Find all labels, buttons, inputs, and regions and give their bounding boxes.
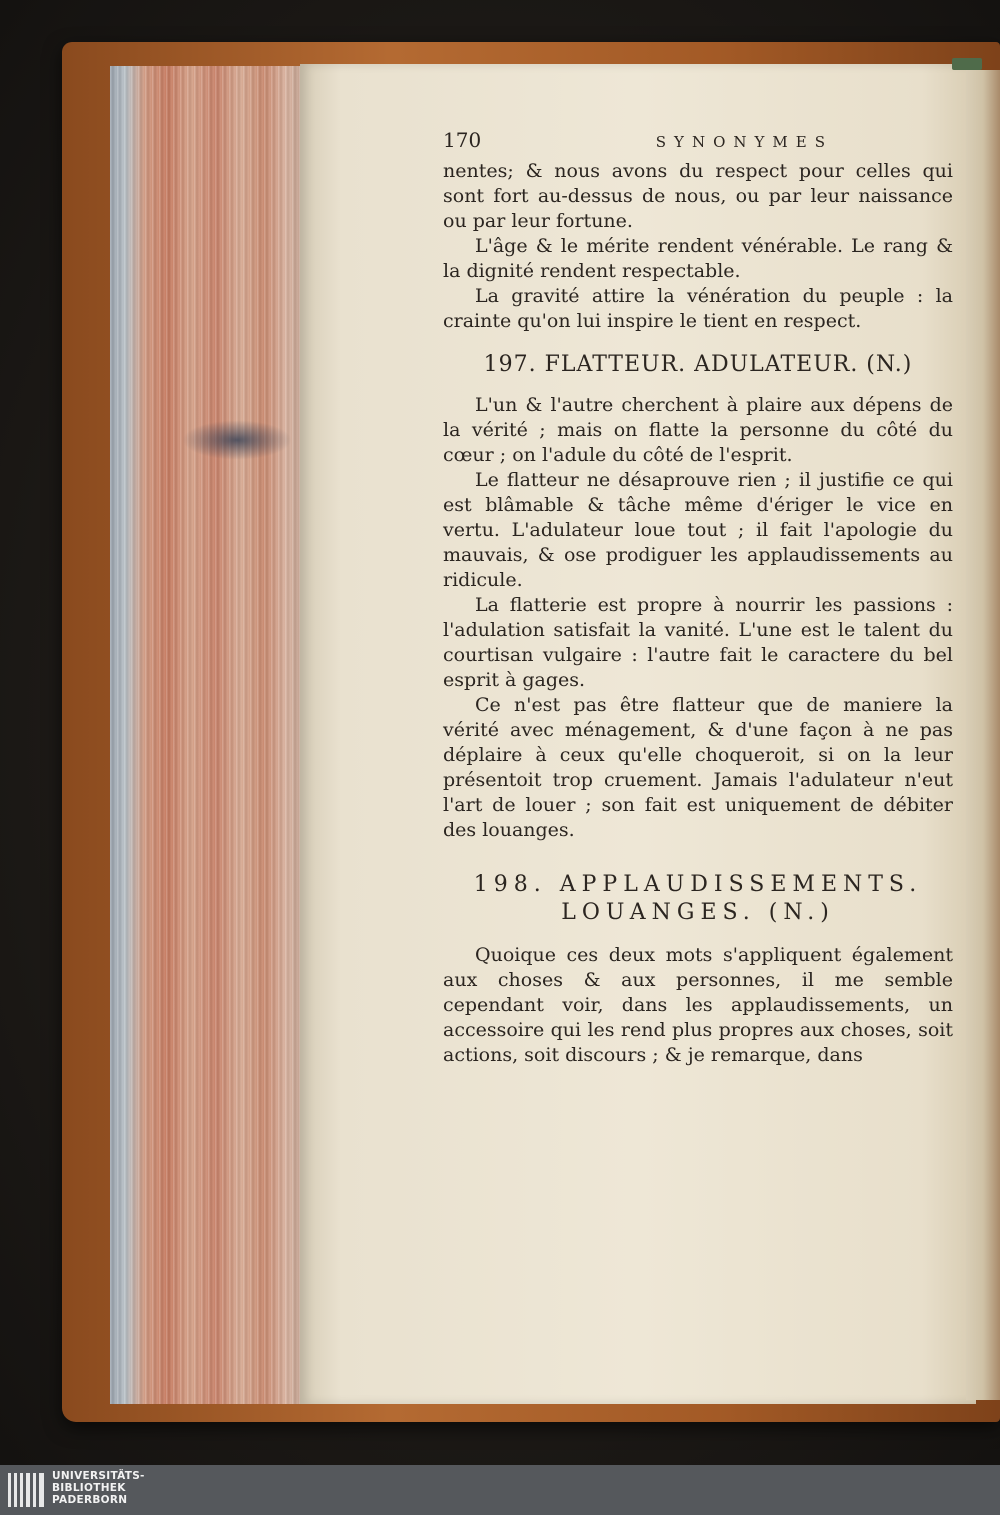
edge-ink-mark (182, 420, 292, 460)
bookmark-ribbon (952, 58, 982, 70)
library-name (52, 1470, 145, 1506)
page-gutter-right (966, 70, 1000, 1400)
paragraph-198-1: Quoique ces deux mots s'appliquent également aux choses & aux personnes, il me semble cependant voir, dans les applaudissements, un accessoire qui les rend plus propres aux choses, soit actions, soit discours ; & je remarque, dans (443, 944, 953, 1066)
paragraph-197-2: Le flatteur ne désaprouve rien ; il justifie ce qui est blâmable & tâche même d'ériger le vice en vertu. L'adulateur loue tout ; il fait l'apologie du mauvais, & ose prodiguer les applaudissements au ridicule. (443, 469, 953, 591)
section-heading-198 (443, 871, 953, 927)
paragraph-intro-2: L'âge & le mérite rendent vénérable. Le rang & la dignité rendent respectable. (443, 235, 953, 282)
page-number: 170 (443, 128, 482, 152)
paragraph-197-1: L'un & l'autre cherchent à plaire aux dépens de la vérité ; mais on flatte la personne du côté du cœur ; on l'adule du côté de l'esprit. (443, 394, 953, 466)
paragraph-197-3: La flatterie est propre à nourrir les passions : l'adulation satisfait la vanité. L'une est le talent du courtisan vulgaire : l'autre fait le caractere du bel esprit à gages. (443, 594, 953, 691)
running-head-title: SYNONYMES (655, 133, 833, 151)
running-head (443, 128, 953, 155)
library-name-line3: PADERBORN (52, 1494, 128, 1506)
page-text (443, 128, 953, 1068)
page-edges (110, 66, 302, 1404)
paragraph-intro-3: La gravité attire la vénération du peuple : la crainte qu'on lui inspire le tient en respect. (443, 285, 953, 332)
library-name-line1: UNIVERSITÄTS- (52, 1470, 145, 1482)
library-name-line2: BIBLIOTHEK (52, 1482, 126, 1494)
section-heading-198-line2: LOUANGES. (N.) (561, 900, 835, 925)
section-heading-198-line1: 198. APPLAUDISSEMENTS. (473, 872, 923, 897)
library-logo-icon (8, 1473, 44, 1507)
paragraph-197-4: Ce n'est pas être flatteur que de maniere la vérité avec ménagement, & d'une façon à ne pas déplaire à ceux qu'elle choqueroit, si on la leur présentoit trop cruement. Jamais l'adulateur n'eut l'art de louer ; son fait est uniquement de débiter des louanges. (443, 694, 953, 841)
section-heading-197: 197. FLATTEUR. ADULATEUR. (N.) (483, 352, 913, 377)
library-footer-bar (0, 1465, 1000, 1515)
paragraph-intro-1: nentes; & nous avons du respect pour celles qui sont fort au-dessus de nous, ou par leur naissance ou par leur fortune. (443, 160, 953, 232)
